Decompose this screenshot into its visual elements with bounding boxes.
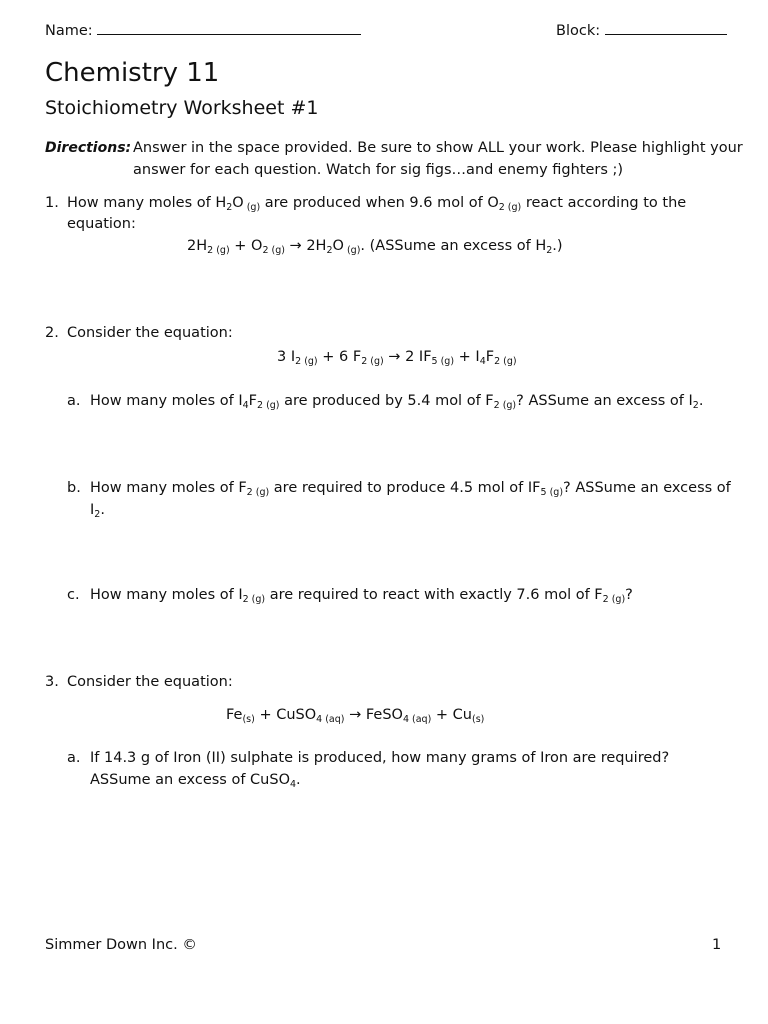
directions-line-1: Answer in the space provided. Be sure to show ALL your work. Please highlight your — [133, 140, 743, 156]
question-2c-answer-space[interactable] — [90, 612, 717, 668]
question-1-equation: $2H_{2 (g)} + O_{2 (g)} \to 2H_2O$ $_{(g)}$. (ASSume an excess of $H_2$.) — [187, 238, 563, 256]
page-number: 1 — [712, 937, 722, 953]
name-label: Name: — [45, 23, 93, 39]
block-field[interactable] — [556, 20, 727, 42]
question-3a-text-line-2: ASSume an excess of CuSO$_4$. — [90, 772, 301, 790]
block-underline[interactable] — [605, 20, 727, 35]
directions-line-2: answer for each question. Watch for sig figs…and enemy fighters ;) — [133, 162, 624, 178]
page-subtitle: Stoichiometry Worksheet #1 — [45, 97, 319, 119]
question-3a-label: a. — [67, 750, 81, 766]
question-1-text-line-2: equation: — [67, 216, 136, 232]
question-3-intro: Consider the equation: — [67, 674, 233, 690]
question-2c-label: c. — [67, 587, 80, 603]
question-2b-text: How many moles of $F_{2 (g)}$ are required to produce 4.5 mol of $IF_{5 (g)}$? ASSume an excess of — [90, 480, 731, 498]
question-2c-text: How many moles of $I_{2 (g)}$ are required to react with exactly 7.6 mol of $F_{2 (g)}$? — [90, 587, 633, 605]
question-2a-label: a. — [67, 393, 81, 409]
footer-copyright: Simmer Down Inc. © — [45, 937, 197, 953]
question-2b-text-line-2: $I_2$. — [90, 502, 105, 520]
question-3a-text: If 14.3 g of Iron (II) sulphate is produced, how many grams of Iron are required? — [90, 750, 670, 766]
question-2-number: 2. — [45, 325, 59, 341]
name-field[interactable] — [45, 20, 361, 42]
question-1-text: How many moles of $H_2O$ $_{(g)}$ are produced when 9.6 mol of $O_{2 (g)}$ react according to the — [67, 195, 687, 213]
question-2-intro: Consider the equation: — [67, 325, 233, 341]
question-2a-text: How many moles of $I_4F_{2 (g)}$ are produced by 5.4 mol of $F_{2 (g)}$? ASSume an excess of $I_2$. — [90, 393, 704, 411]
question-2-equation: 3 $I_{2 (g)} + 6$ $F_{2 (g)} \to 2$ $IF_{5 (g)} + I_4F_{2 (g)}$ — [277, 349, 517, 367]
question-2a-answer-space[interactable] — [90, 418, 717, 474]
directions-label: Directions: — [45, 140, 132, 156]
page-title: Chemistry 11 — [45, 58, 220, 88]
question-1-number: 1. — [45, 195, 59, 211]
question-1-answer-space[interactable] — [67, 262, 717, 318]
block-label: Block: — [556, 23, 601, 39]
name-underline[interactable] — [97, 20, 361, 35]
question-2b-label: b. — [67, 480, 81, 496]
question-3a-answer-space[interactable] — [90, 798, 717, 918]
question-2b-answer-space[interactable] — [90, 526, 717, 582]
question-3-number: 3. — [45, 674, 59, 690]
question-3-equation: $Fe_{(s)}$ + CuSO$_{4 (aq)}$ → FeSO$_{4 (aq)}$ + $Cu_{(s)}$ — [226, 707, 485, 725]
